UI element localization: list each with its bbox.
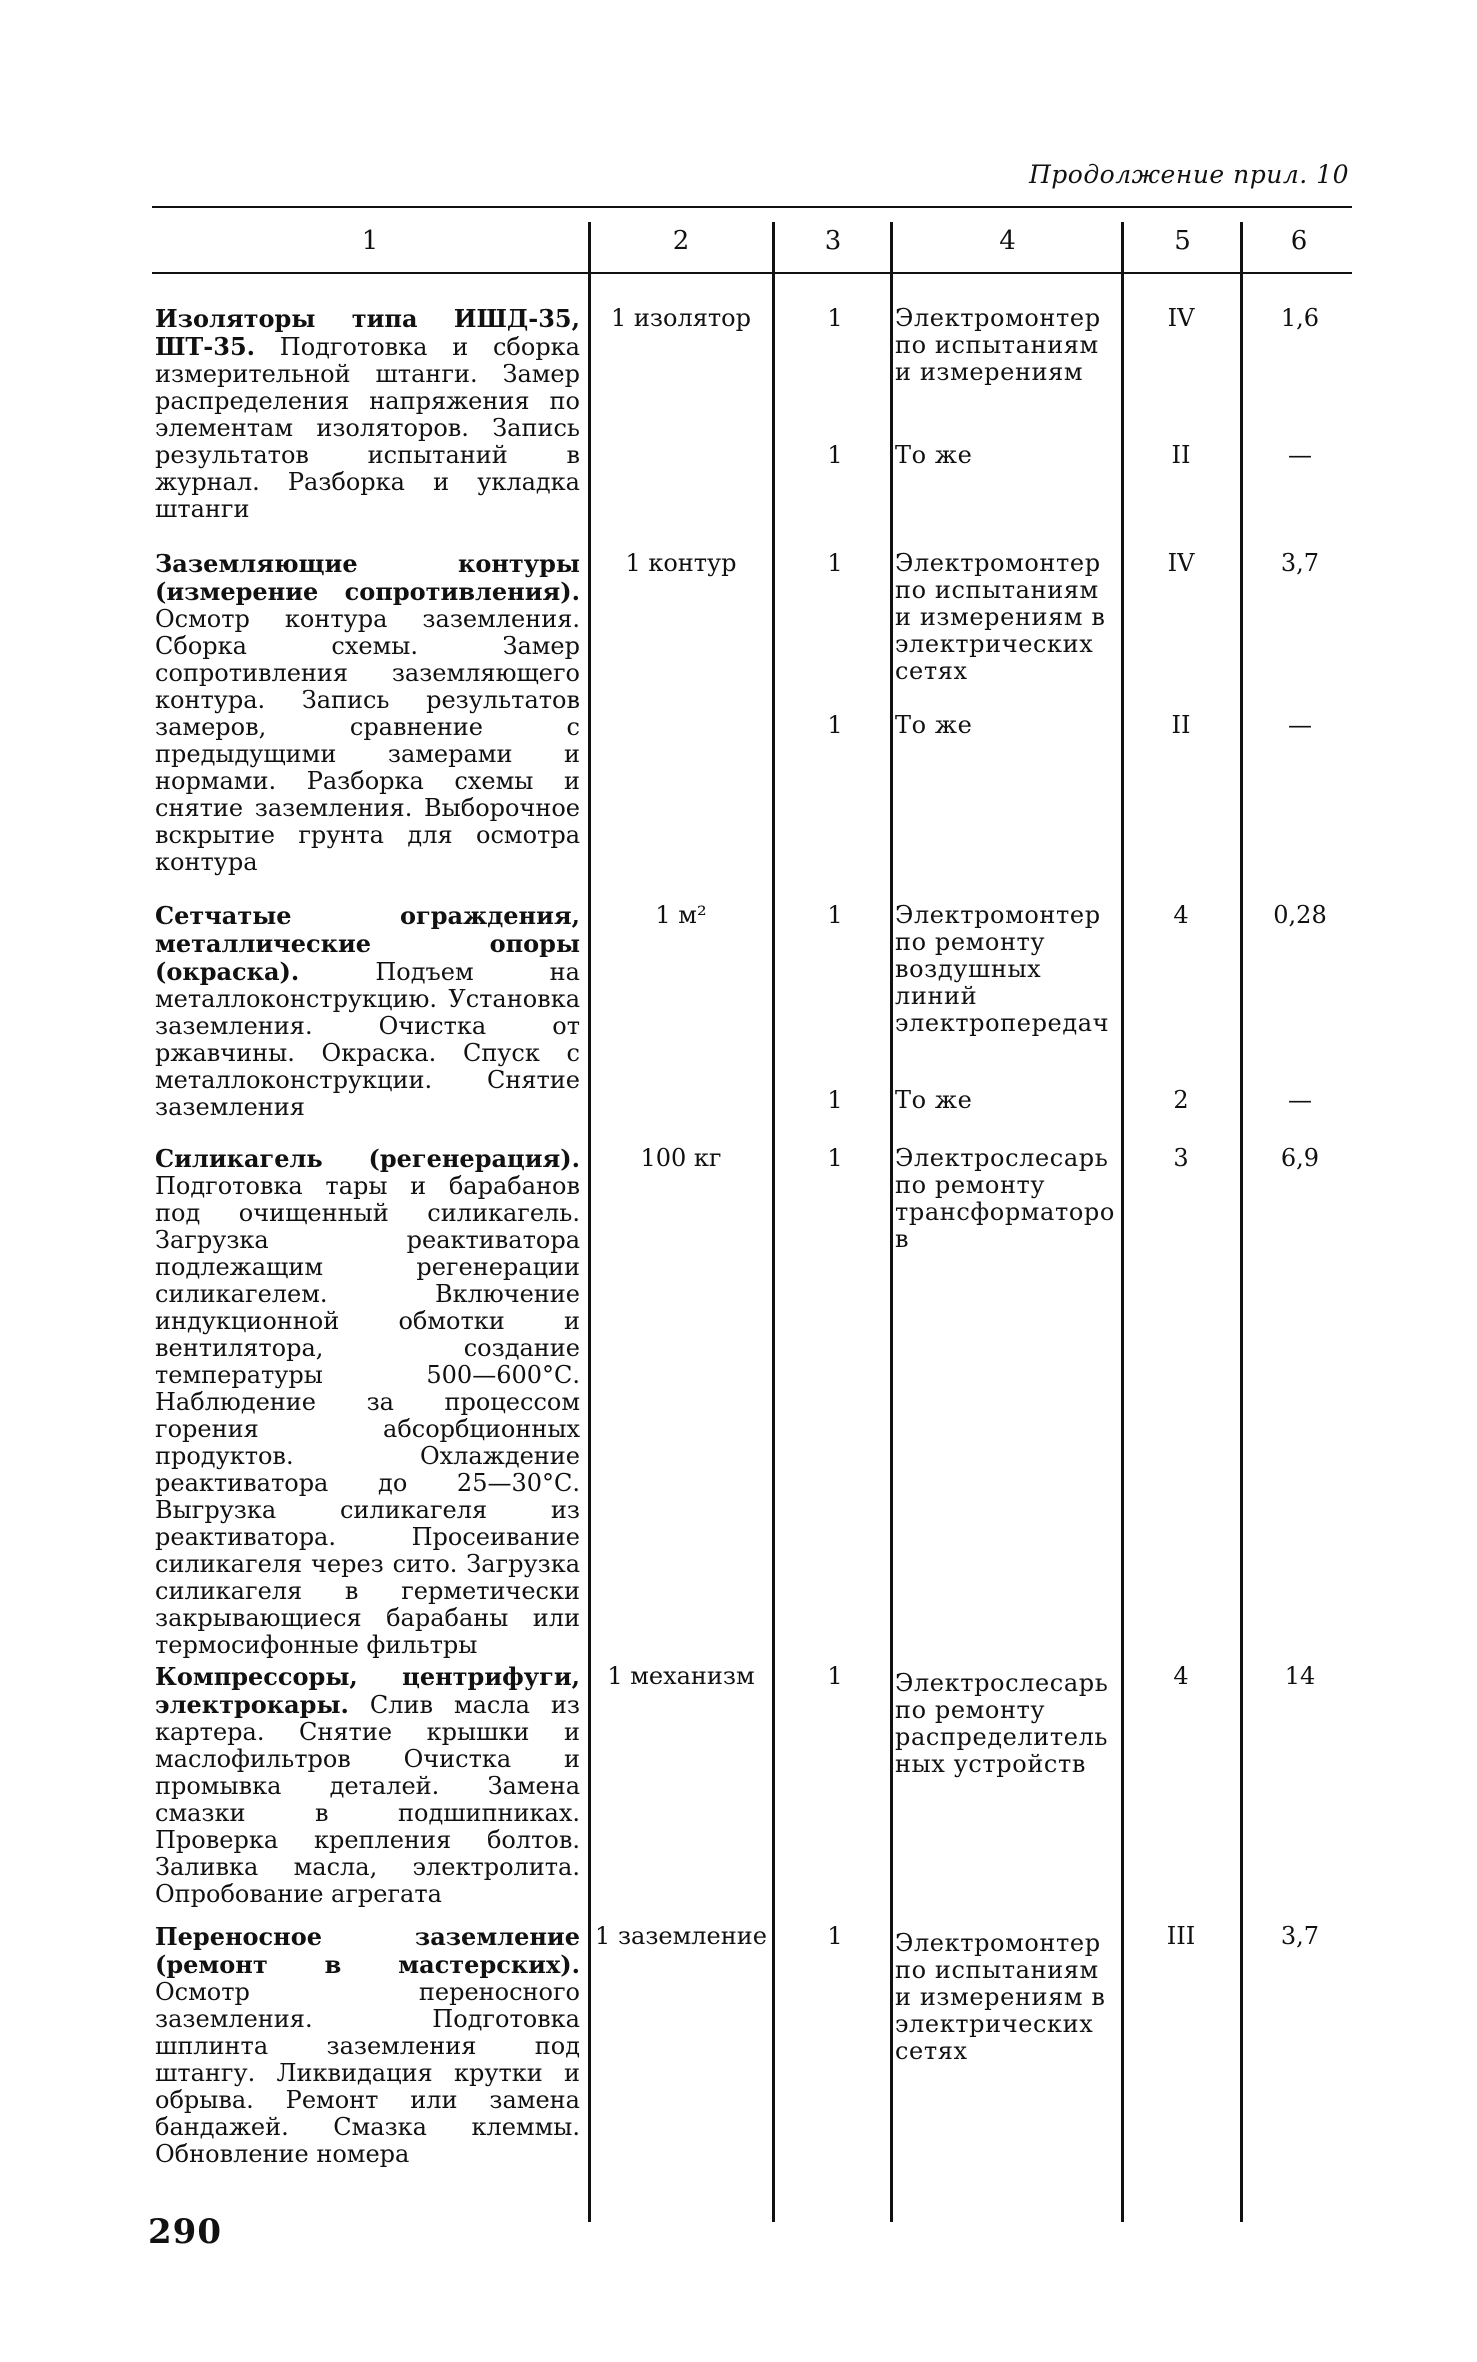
table-row-description — [155, 1923, 580, 2168]
row-title: Компрессоры, центрифуги, электрокары. — [155, 1662, 580, 1719]
table-row-description — [155, 902, 580, 1121]
row-grade: 4 — [1173, 1662, 1189, 1690]
row-count: 1 — [827, 711, 843, 739]
row-worker: Электромонтер по ремонту воздушных линий электропередач — [895, 901, 1110, 1037]
column-divider — [890, 222, 893, 2222]
row-title: Заземляющие контуры (измерение сопротивления). — [155, 549, 580, 606]
row-count: 1 — [827, 304, 843, 332]
row-norm: 6,9 — [1280, 1144, 1320, 1172]
column-divider — [1121, 222, 1124, 2222]
column-divider — [588, 222, 591, 2222]
column-divider — [772, 222, 775, 2222]
row-count: 1 — [827, 1922, 843, 1950]
row-grade: II — [1171, 441, 1191, 469]
row-grade: 2 — [1173, 1086, 1189, 1114]
table-top-rule — [152, 206, 1352, 208]
row-worker: То же — [895, 1086, 973, 1114]
row-grade: IV — [1167, 304, 1195, 332]
row-unit: 1 м² — [655, 901, 707, 929]
row-count: 1 — [827, 1662, 843, 1690]
row-count: 1 — [827, 1144, 843, 1172]
row-count: 1 — [827, 1086, 843, 1114]
row-worker: Электрослесарь по ремонту трансформаторов — [895, 1144, 1115, 1253]
row-worker: Электрослесарь по ремонту распределительных устройств — [895, 1669, 1109, 1778]
column-header-4: 4 — [999, 226, 1016, 256]
row-grade: 4 — [1173, 901, 1189, 929]
row-count: 1 — [827, 549, 843, 577]
row-title: Сетчатые ограждения, металлические опоры (окраска). — [155, 901, 580, 986]
column-header-5: 5 — [1174, 226, 1191, 256]
row-norm: — — [1288, 441, 1312, 469]
row-text: Слив масла из картера. Снятие крышки и маслофильтров Очистка и промывка деталей. Замена смазки в подшипниках. Проверка крепления болтов. Заливка масла, электролита. Опробование агрегата — [155, 1691, 580, 1908]
row-worker: Электромонтер по испытаниям и измерениям в электрических сетях — [895, 549, 1106, 685]
row-text: Осмотр контура заземления. Сборка схемы. Замер сопротивления заземляющего контура. Запись результатов замеров, сравнение с предыдущими замерами и нормами. Разборка схемы и снятие заземления. Выборочное вскрытие грунта для осмотра контура — [155, 605, 580, 876]
row-title: Силикагель (регенерация). — [155, 1144, 580, 1173]
row-count: 1 — [827, 901, 843, 929]
table-row-description — [155, 305, 580, 523]
row-norm: 3,7 — [1280, 549, 1320, 577]
row-unit: 1 механизм — [607, 1662, 755, 1690]
row-norm: 1,6 — [1280, 304, 1320, 332]
row-norm: 0,28 — [1273, 901, 1327, 929]
row-title: Переносное заземление (ремонт в мастерских). — [155, 1922, 580, 1979]
page-number: 290 — [148, 2212, 222, 2252]
row-norm: 14 — [1284, 1662, 1316, 1690]
row-grade: 3 — [1173, 1144, 1189, 1172]
row-grade: II — [1171, 711, 1191, 739]
column-header-1: 1 — [361, 226, 379, 256]
row-text: Подъем на металлоконструкцию. Установка заземления. Очистка от ржавчины. Окраска. Спуск с металлоконструкции. Снятие заземления — [155, 958, 580, 1121]
table-row-description — [155, 550, 580, 876]
row-worker: Электромонтер по испытаниям и измерениям — [895, 304, 1101, 386]
row-count: 1 — [827, 441, 843, 469]
continuation-caption: Продолжение прил. 10 — [1028, 160, 1349, 189]
row-unit: 100 кг — [640, 1144, 722, 1172]
table-row-description — [155, 1663, 580, 1908]
row-text: Подготовка тары и барабанов под очищенный силикагель. Загрузка реактиватора подлежащим регенерации силикагелем. Включение индукционной обмотки и вентилятора, создание температуры 500—600°С. Наблюдение за процессом горения абсорбционных продуктов. Охлаждение реактиватора до 25—30°С. Выгрузка силикагеля из реактиватора. Просеивание силикагеля через сито. Загрузка силикагеля в герметически закрывающиеся барабаны или термосифонные фильтры — [155, 1172, 580, 1659]
row-text: Осмотр переносного заземления. Подготовка шплинта заземления под штангу. Ликвидация крутки и обрыва. Ремонт или замена бандажей. Смазка клеммы. Обновление номера — [155, 1978, 580, 2168]
row-worker: То же — [895, 711, 973, 739]
row-text: Подготовка и сборка измерительной штанги. Замер распределения напряжения по элементам изоляторов. Запись результатов испытаний в журнал. Разборка и укладка штанги — [155, 333, 580, 523]
column-header-3: 3 — [824, 226, 842, 256]
table-header-rule — [152, 272, 1352, 274]
table-row-description — [155, 1145, 580, 1659]
column-divider — [1240, 222, 1243, 2222]
row-unit: 1 изолятор — [611, 304, 751, 332]
row-worker: То же — [895, 441, 973, 469]
row-title: Изоляторы типа ИШД-35, ШТ-35. — [155, 304, 580, 361]
column-header-6: 6 — [1290, 226, 1308, 256]
row-worker: Электромонтер по испытаниям и измерениям в электрических сетях — [895, 1929, 1106, 2065]
row-grade: III — [1166, 1922, 1196, 1950]
row-norm: — — [1288, 1086, 1312, 1114]
column-header-2: 2 — [672, 226, 690, 256]
row-norm: 3,7 — [1280, 1922, 1320, 1950]
row-unit: 1 контур — [625, 549, 737, 577]
row-norm: — — [1288, 711, 1312, 739]
row-unit: 1 заземление — [595, 1922, 767, 1950]
row-grade: IV — [1167, 549, 1195, 577]
